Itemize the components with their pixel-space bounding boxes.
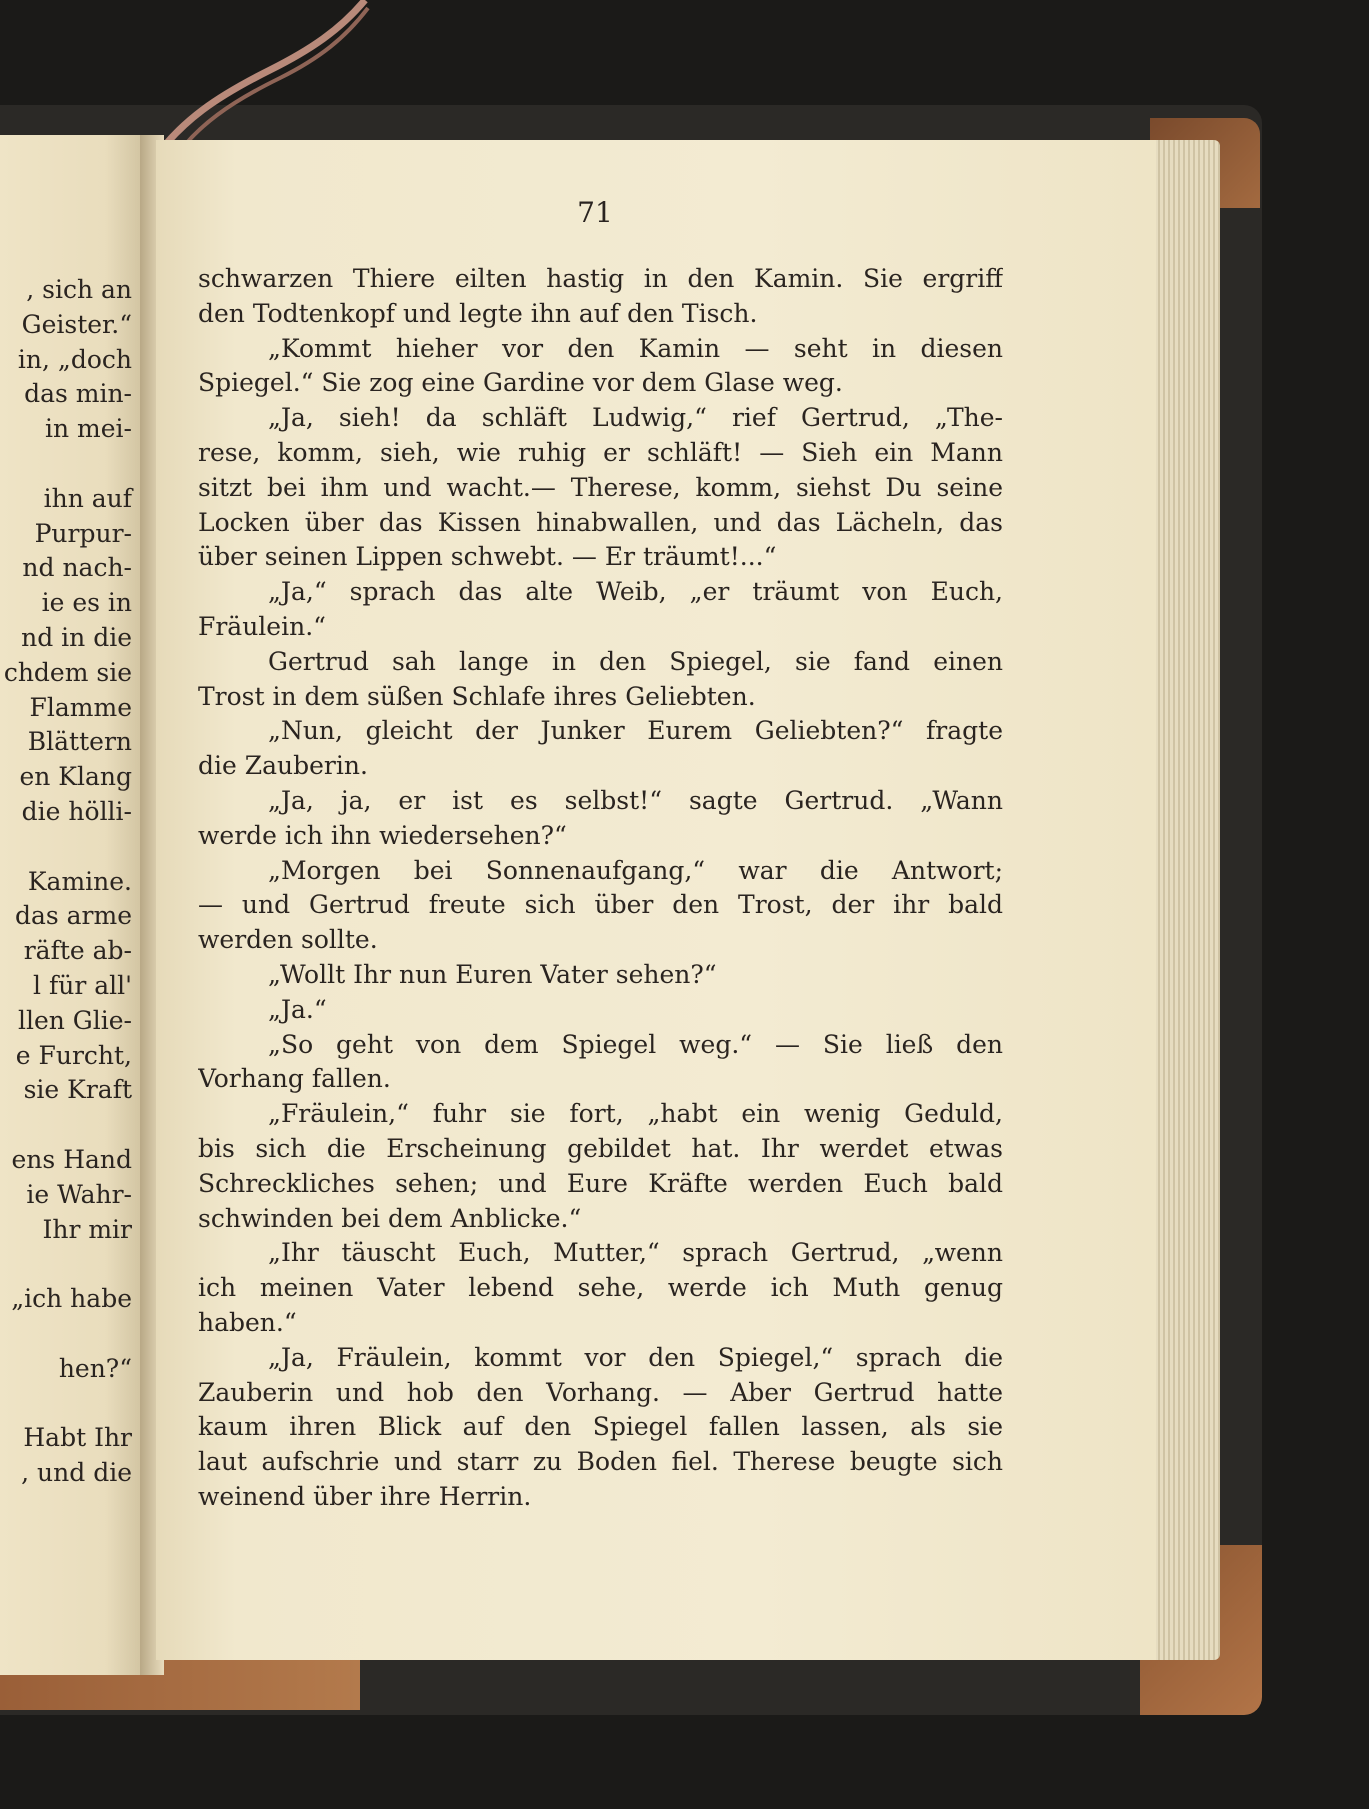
left-text-fragment: die hölli-	[21, 796, 132, 826]
text-line: Locken über das Kissen hinabwallen, und das Lächeln, das	[198, 507, 1003, 537]
left-text-fragment: Geister.“	[21, 309, 132, 339]
left-text-fragment	[0, 1317, 132, 1352]
text-line: schwinden bei dem Anblicke.“	[198, 1203, 582, 1233]
left-text-fragment: in mei-	[45, 414, 132, 444]
left-text-fragment: l für all'	[33, 970, 132, 1000]
text-line: — und Gertrud freute sich über den Trost, der ihr bald	[198, 890, 1003, 920]
text-line: ich meinen Vater lebend sehe, werde ich Muth genug	[198, 1273, 1003, 1303]
text-line: „Wollt Ihr nun Euren Vater sehen?“	[268, 959, 717, 989]
left-text-fragment: „ich habe	[11, 1284, 132, 1314]
text-line: laut aufschrie und starr zu Boden fiel. Therese beugte sich	[198, 1447, 1003, 1477]
text-line: „Nun, gleicht der Junker Eurem Geliebten?“ fragte	[268, 716, 1003, 746]
left-text-fragment: ie es in	[41, 588, 132, 618]
text-line: werde ich ihn wiedersehen?“	[198, 820, 567, 850]
left-text-fragment: nd in die	[21, 622, 132, 652]
text-line: Gertrud sah lange in den Spiegel, sie fand einen	[268, 646, 1003, 676]
left-text-fragment: , sich an	[26, 275, 132, 304]
text-line: rese, komm, sieh, wie ruhig er schläft! — Sieh ein Mann	[198, 437, 1003, 467]
text-line: Trost in dem süßen Schlafe ihres Geliebten.	[198, 681, 756, 711]
left-text-fragment: e Furcht,	[15, 1040, 132, 1070]
text-line: „Ja,“ sprach das alte Weib, „er träumt von Euch,	[268, 577, 1003, 607]
page-edges	[1150, 140, 1220, 1660]
left-text-fragment: llen Glie-	[17, 1005, 132, 1035]
text-line: schwarzen Thiere eilten hastig in den Kamin. Sie ergriff	[198, 264, 1003, 293]
page-number: 71	[577, 196, 613, 229]
left-text-fragment	[0, 447, 132, 482]
left-text-fragment	[0, 1108, 132, 1143]
left-text-fragment: räfte ab-	[23, 936, 132, 966]
left-text-fragment	[0, 830, 132, 865]
left-text-fragment	[0, 1247, 132, 1282]
text-line: „Kommt hieher vor den Kamin — seht in diesen	[268, 333, 1003, 363]
text-line: werden sollte.	[198, 925, 378, 955]
text-line: Fräulein.“	[198, 611, 326, 641]
text-line: „Ja, sieh! da schläft Ludwig,“ rief Gertrud, „The-	[268, 403, 1003, 433]
left-text-fragment: Purpur-	[34, 518, 132, 548]
text-line: den Todtenkopf und legte ihn auf den Tisch.	[198, 298, 758, 328]
page-text	[198, 262, 1003, 1515]
text-line: „So geht von dem Spiegel weg.“ — Sie ließ den	[268, 1029, 1003, 1059]
left-text-fragment: chdem sie	[3, 657, 132, 687]
text-line: „Fräulein,“ fuhr sie fort, „habt ein wenig Geduld,	[268, 1099, 1003, 1129]
text-line: „Ja.“	[268, 994, 327, 1024]
left-text-fragment: ihn auf	[43, 483, 132, 513]
left-text-fragment: ie Wahr-	[26, 1179, 132, 1209]
left-text-fragment: Kamine.	[27, 866, 132, 896]
text-line: „Ihr täuscht Euch, Mutter,“ sprach Gertrud, „wenn	[268, 1238, 1003, 1268]
text-line: Schreckliches sehen; und Eure Kräfte werden Euch bald	[198, 1168, 1003, 1198]
left-text-fragment: en Klang	[19, 762, 132, 792]
text-line: weinend über ihre Herrin.	[198, 1481, 532, 1511]
left-text-fragment: nd nach-	[22, 553, 132, 583]
left-text-fragment: , und die	[21, 1458, 132, 1488]
text-line: Vorhang fallen.	[198, 1064, 391, 1094]
left-text-fragment: Habt Ihr	[23, 1423, 132, 1453]
left-text-fragment: das min-	[24, 379, 132, 409]
text-line: haben.“	[198, 1307, 297, 1337]
left-text-fragment	[0, 1387, 132, 1422]
left-page	[0, 135, 150, 1675]
left-text-fragment: das arme	[14, 901, 132, 931]
text-line: sitzt bei ihm und wacht.— Therese, komm, siehst Du seine	[198, 472, 1003, 502]
text-line: die Zauberin.	[198, 751, 368, 781]
text-line: über seinen Lippen schwebt. — Er träumt!...“	[198, 542, 777, 572]
left-text-fragment: Flamme	[29, 692, 132, 722]
text-line: „Morgen bei Sonnenaufgang,“ war die Antwort;	[268, 855, 1003, 885]
text-line: „Ja, ja, er ist es selbst!“ sagte Gertrud. „Wann	[268, 785, 1003, 815]
text-line: Zauberin und hob den Vorhang. — Aber Gertrud hatte	[198, 1377, 1003, 1407]
left-text-fragment: Blättern	[27, 727, 132, 757]
text-line: bis sich die Erscheinung gebildet hat. Ihr werdet etwas	[198, 1133, 1003, 1163]
left-text-fragment: Ihr mir	[42, 1214, 132, 1244]
text-line: kaum ihren Blick auf den Spiegel fallen lassen, als sie	[198, 1412, 1003, 1442]
left-text-fragment: sie Kraft	[23, 1075, 132, 1105]
left-page-text	[0, 273, 132, 1491]
text-line: Spiegel.“ Sie zog eine Gardine vor dem Glase weg.	[198, 368, 843, 398]
left-text-fragment: hen?“	[58, 1353, 132, 1383]
left-text-fragment: ens Hand	[11, 1144, 132, 1174]
text-line: „Ja, Fräulein, kommt vor den Spiegel,“ sprach die	[268, 1342, 1003, 1372]
left-text-fragment: in, „doch	[17, 344, 132, 374]
